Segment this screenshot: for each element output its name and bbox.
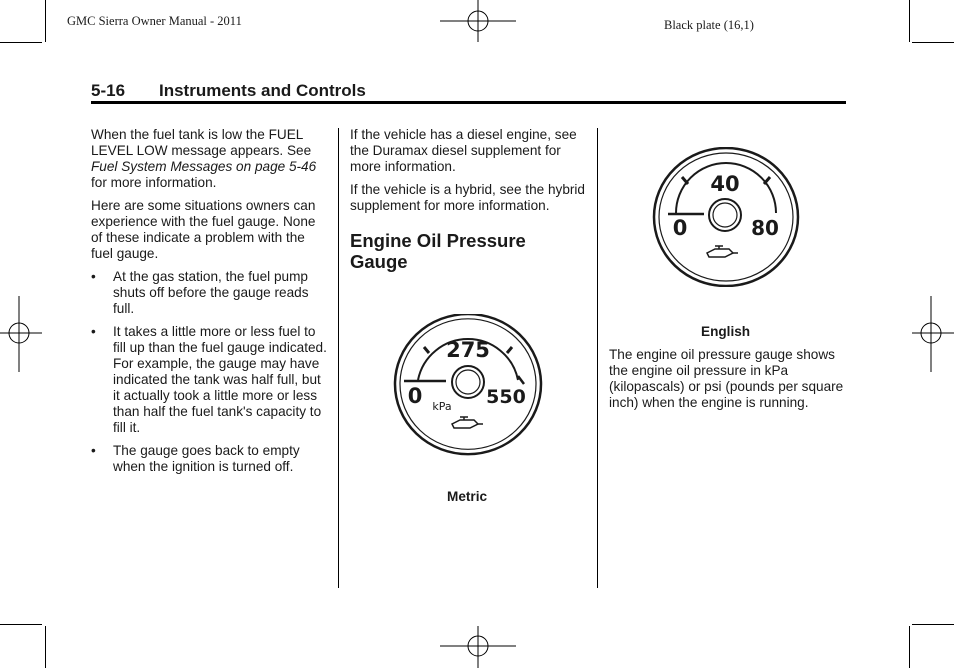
gauge-max-label: 80 xyxy=(751,216,779,240)
paragraph-text: for more information. xyxy=(91,175,217,190)
oil-pressure-gauge-english xyxy=(652,147,800,287)
plate-label: Black plate (16,1) xyxy=(664,18,754,32)
oil-can-icon xyxy=(452,417,483,428)
gauge-min-label: 0 xyxy=(672,216,688,240)
gauge-tick xyxy=(518,376,524,384)
section-title: Instruments and Controls xyxy=(159,81,366,100)
crop-mark xyxy=(909,0,910,42)
figure-caption-metric: Metric xyxy=(447,489,488,504)
registration-mark-left xyxy=(0,296,42,372)
subsection-heading: Engine Oil Pressure Gauge xyxy=(350,230,526,272)
crop-mark xyxy=(45,626,46,668)
paragraph xyxy=(91,127,327,191)
bullet-item xyxy=(91,443,327,475)
gauge-mid-label: 40 xyxy=(710,172,740,196)
bullet-icon: • xyxy=(91,324,96,339)
paragraph: If the vehicle has a diesel engine, see the Duramax diesel supplement for more information. xyxy=(350,127,577,174)
paragraph: Here are some situations owners can experience with the fuel gauge. None of these indicate a problem with the fuel gauge. xyxy=(91,198,316,261)
paragraph: If the vehicle is a hybrid, see the hybrid supplement for more information. xyxy=(350,182,585,213)
page-number: 5-16 xyxy=(91,81,126,100)
bullet-item xyxy=(91,324,327,436)
crop-mark xyxy=(912,624,954,625)
gauge-mid-label: 275 xyxy=(446,338,490,362)
registration-mark-right xyxy=(912,296,954,372)
crop-mark xyxy=(0,42,42,43)
bullet-item xyxy=(91,269,327,317)
crop-mark xyxy=(0,624,42,625)
crop-mark xyxy=(909,626,910,668)
section-heading xyxy=(91,81,366,101)
crop-mark xyxy=(45,0,46,42)
gauge-unit-label: kPa xyxy=(432,400,452,413)
column-divider xyxy=(597,128,598,588)
bullet-text: At the gas station, the fuel pump shuts off before the gauge reads full. xyxy=(113,269,309,316)
crop-mark xyxy=(912,42,954,43)
figure-caption-english: English xyxy=(701,324,751,339)
oil-can-icon xyxy=(707,246,738,257)
column-divider xyxy=(338,128,339,588)
column-2 xyxy=(350,127,588,272)
oil-pressure-gauge-metric xyxy=(392,314,544,456)
bullet-text: It takes a little more or less fuel to fill up than the fuel gauge indicated. For example, the gauge may have indicated the tank was half full, but it actually took a little more or less than half the fuel tank's capacity to fill it. xyxy=(113,324,327,435)
column-3 xyxy=(609,347,847,418)
registration-mark-top xyxy=(440,0,516,42)
bullet-text: The gauge goes back to empty when the ignition is turned off. xyxy=(113,443,300,474)
heading-rule xyxy=(91,101,846,104)
gauge-max-label: 550 xyxy=(486,386,526,408)
gauge-min-label: 0 xyxy=(407,384,423,408)
cross-reference-link[interactable]: Fuel System Messages on page 5-46 xyxy=(91,159,317,174)
gauge-tick xyxy=(507,347,512,353)
gauge-tick xyxy=(424,347,429,353)
bullet-icon: • xyxy=(91,443,96,458)
paragraph: The engine oil pressure gauge shows the engine oil pressure in kPa (kilopascals) or psi (pounds per square inch) when the engine is running. xyxy=(609,347,844,410)
manual-title: GMC Sierra Owner Manual - 2011 xyxy=(67,14,242,28)
registration-mark-bottom xyxy=(440,626,516,668)
column-1 xyxy=(91,127,327,482)
bullet-icon: • xyxy=(91,269,96,284)
paragraph-text: When the fuel tank is low the FUEL LEVEL LOW message appears. See xyxy=(91,127,312,158)
